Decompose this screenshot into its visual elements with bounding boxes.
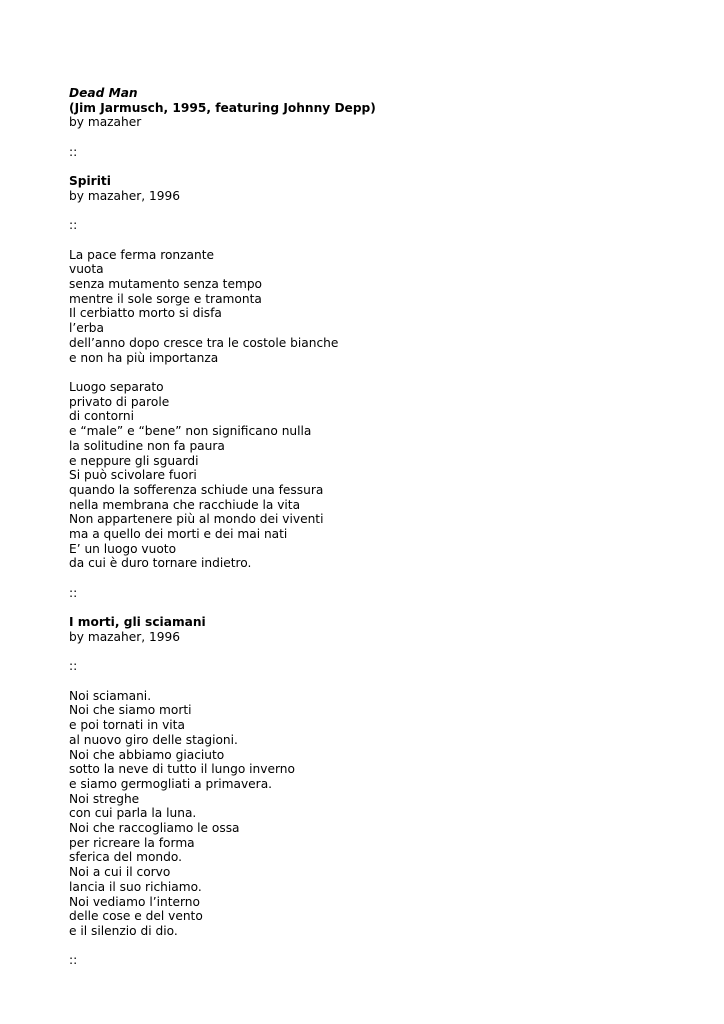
spacer <box>69 233 689 248</box>
section-separator: :: <box>69 953 78 968</box>
poem-line: sferica del mondo. <box>69 850 182 865</box>
poem-title: I morti, gli sciamani <box>69 615 206 630</box>
poem-line: l’erba <box>69 321 104 336</box>
poem-line: Noi a cui il corvo <box>69 865 171 880</box>
poem-line: Luogo separato <box>69 379 164 394</box>
poem-line: Noi streghe <box>69 791 140 806</box>
poem-line: senza mutamento senza tempo <box>69 277 263 292</box>
poem-line: vuota <box>69 262 104 277</box>
spacer <box>69 601 689 616</box>
spacer <box>69 674 689 689</box>
document-byline: by mazaher <box>69 115 142 130</box>
poem-line: delle cose e del vento <box>69 909 203 924</box>
poem-line: E’ un luogo vuoto <box>69 541 177 556</box>
poem-line: La pace ferma ronzante <box>69 247 214 262</box>
spacer <box>69 571 689 586</box>
poem-line: lancia il suo richiamo. <box>69 879 202 894</box>
poem-line: la solitudine non fa paura <box>69 438 225 453</box>
poem-line: e non ha più importanza <box>69 350 219 365</box>
poem-line: Noi sciamani. <box>69 688 152 703</box>
poem-line: Non appartenere più al mondo dei viventi <box>69 512 324 527</box>
poem-line: Il cerbiatto morto si disfa <box>69 306 222 321</box>
poem-line: Noi vediamo l’interno <box>69 894 200 909</box>
poem-line: e il silenzio di dio. <box>69 923 178 938</box>
poem-line: mentre il sole sorge e tramonta <box>69 291 262 306</box>
poem-stanza <box>69 689 689 939</box>
poem-line: nella membrana che racchiude la vita <box>69 497 301 512</box>
spacer <box>69 365 689 380</box>
spacer <box>69 939 689 954</box>
poem-line: Noi che siamo morti <box>69 703 192 718</box>
poem-line: dell’anno dopo cresce tra le costole bianche <box>69 335 339 350</box>
section-separator: :: <box>69 659 78 674</box>
document-page <box>69 86 689 968</box>
poem-line: con cui parla la luna. <box>69 806 197 821</box>
spacer <box>69 204 689 219</box>
spacer <box>69 160 689 175</box>
poem-line: sotto la neve di tutto il lungo inverno <box>69 762 295 777</box>
poem-line: quando la sofferenza schiude una fessura <box>69 482 324 497</box>
poem-byline: by mazaher, 1996 <box>69 629 181 644</box>
poem-byline: by mazaher, 1996 <box>69 188 181 203</box>
poem-line: Noi che raccogliamo le ossa <box>69 821 240 836</box>
poem-stanza <box>69 380 689 571</box>
poem-line: da cui è duro tornare indietro. <box>69 556 252 571</box>
section-separator: :: <box>69 218 78 233</box>
poem-line: e “male” e “bene” non significano nulla <box>69 424 312 439</box>
spacer <box>69 645 689 660</box>
section-separator: :: <box>69 585 78 600</box>
section-separator: :: <box>69 144 78 159</box>
poem-line: per ricreare la forma <box>69 835 195 850</box>
poem-line: ma a quello dei morti e dei mai nati <box>69 527 288 542</box>
poem-line: privato di parole <box>69 394 170 409</box>
document-title: Dead Man <box>69 86 138 100</box>
poem-line: Noi che abbiamo giaciuto <box>69 747 225 762</box>
poem-stanza <box>69 248 689 366</box>
poem-line: e poi tornati in vita <box>69 718 185 733</box>
poem-title: Spiriti <box>69 174 111 189</box>
poem-line: e neppure gli sguardi <box>69 453 199 468</box>
document-subtitle: (Jim Jarmusch, 1995, featuring Johnny Depp) <box>69 100 376 115</box>
poem-line: Si può scivolare fuori <box>69 468 197 483</box>
spacer <box>69 130 689 145</box>
poem-line: al nuovo giro delle stagioni. <box>69 732 238 747</box>
poem-line: e siamo germogliati a primavera. <box>69 776 273 791</box>
poem-line: di contorni <box>69 409 135 424</box>
